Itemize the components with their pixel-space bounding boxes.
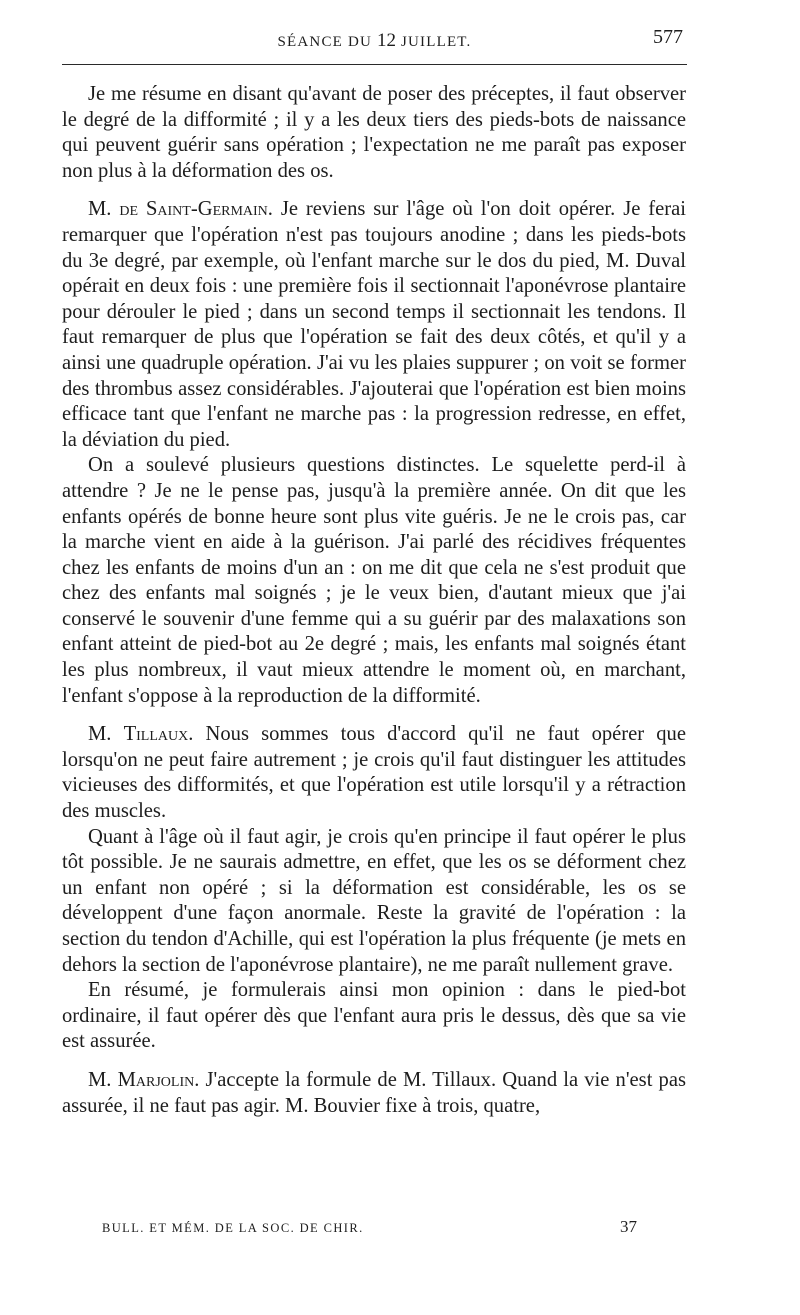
journal-footer: BULL. ET MÉM. DE LA SOC. DE CHIR. bbox=[102, 1221, 364, 1235]
speaker-name: Marjolin. bbox=[117, 1068, 200, 1091]
paragraph-6-text: En résumé, je formulerais ainsi mon opinion : dans le pied-bot ordinaire, il faut opérer dès que l'enfant aura pris le dessus, dès que sa vie est assurée. bbox=[62, 979, 686, 1053]
speaker-name: de Saint-Germain. bbox=[119, 198, 273, 221]
signature-number: 37 bbox=[620, 1217, 637, 1236]
header-title-before: SÉANCE DU bbox=[277, 34, 377, 50]
speaker-title: M. bbox=[88, 198, 120, 221]
paragraph-1-text: Je me résume en disant qu'avant de poser des préceptes, il faut observer le degré de la difformité ; il y a les deux tiers des pieds-bots de naissance qui peuvent guérir sans opération ; l'expectation ne me paraît pas exposer non plus à la déformation des os. bbox=[62, 83, 686, 182]
header-title-after: JUILLET. bbox=[396, 34, 472, 50]
header-title-day: 12 bbox=[377, 30, 396, 51]
paragraph-2-text: Je reviens sur l'âge où l'on doit opérer. Je ferai remarquer que l'opération n'est pas toujours anodine ; dans les pieds-bots du 3e degré, par exemple, où l'enfant marche sur le dos du pied, M. Duval opérait en deux fois : une première fois il sectionnait l'aponévrose plantaire pour dérouler le pied ; dans un second temps il sectionnait les tendons. Il faut remarquer de plus que l'opération se fait des deux côtés, et qu'il y a ainsi une quadruple opération. J'ai vu les plaies suppurer ; on voit se former des thrombus assez considérables. J'ajouterai que l'opération est bien moins efficace tant que l'enfant ne marche pas : la progression redresse, en effet, la déviation du pied. bbox=[62, 198, 686, 451]
paragraph-1 bbox=[62, 82, 686, 184]
page-number: 577 bbox=[653, 26, 683, 48]
paragraph-4 bbox=[62, 722, 686, 824]
paragraph-3-text: On a soulevé plusieurs questions distinctes. Le squelette perd-il à attendre ? Je ne le pense pas, jusqu'à la première année. On dit que les enfants opérés de bonne heure sont plus vite guéris. Je ne le crois pas, car la marche vient en aide à la guérison. J'ai parlé des récidives fréquentes chez les enfants de moins d'un an : on me dit que cela ne s'est produit que chez des enfants mal soignés ; je le veux bien, d'autant mieux que j'ai conservé le souvenir d'une femme qui a su guérir par des malaxations son enfant atteint de pied-bot au 2e degré ; mais, les enfants mal soignés étant les plus nombreux, il vaut mieux attendre le moment où, en marchant, l'enfant s'oppose à la reproduction de la difformité. bbox=[62, 454, 686, 707]
body-text bbox=[62, 82, 686, 1119]
speaker-name: Tillaux. bbox=[123, 723, 194, 746]
paragraph-5-text: Quant à l'âge où il faut agir, je crois qu'en principe il faut opérer le plus tôt possible. Je ne saurais admettre, en effet, que les os se déforment chez un enfant non opéré ; si la déformation est considérable, les os se développent d'une façon anormale. Reste la gravité de l'opération : la section du tendon d'Achille, qui est l'opération la plus fréquente (je mets en dehors la section de l'aponévrose plantaire), ne me paraît nullement grave. bbox=[62, 825, 686, 976]
paragraph-4-text: Nous sommes tous d'accord qu'il ne faut opérer que lorsqu'on ne peut faire autrement ; je crois qu'il faut distinguer les attitudes vicieuses des difformités, et que l'opération est utile lorsqu'il y a rétraction des muscles. bbox=[62, 723, 686, 823]
speaker-title: M. bbox=[88, 723, 124, 746]
paragraph-7 bbox=[62, 1068, 686, 1119]
running-header bbox=[62, 26, 687, 56]
header-rule bbox=[62, 64, 687, 65]
paragraph-3 bbox=[62, 453, 686, 709]
paragraph-7-text: J'accepte la formule de M. Tillaux. Quand la vie n'est pas assurée, il ne faut pas agir. M. Bouvier fixe à trois, quatre, bbox=[62, 1068, 686, 1117]
paragraph-2 bbox=[62, 197, 686, 453]
paragraph-5 bbox=[62, 825, 686, 979]
paragraph-6 bbox=[62, 978, 686, 1055]
speaker-title: M. bbox=[88, 1068, 118, 1091]
header-title bbox=[62, 30, 687, 52]
